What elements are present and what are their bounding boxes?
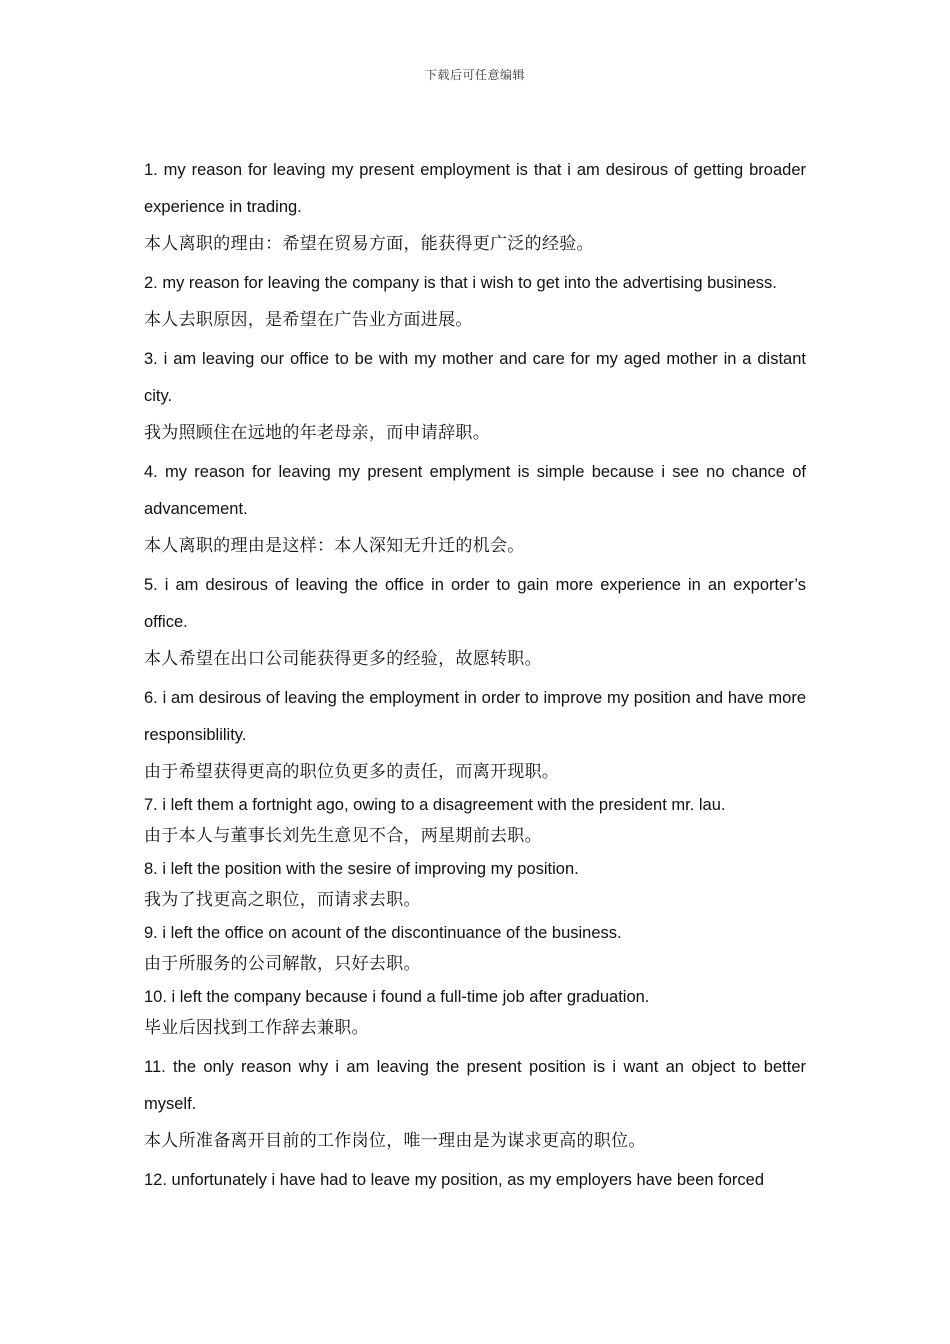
entry-5-chinese: 本人希望在出口公司能获得更多的经验，故愿转职。 — [144, 649, 542, 669]
entry-7-chinese: 由于本人与董事长刘先生意见不合，两星期前去职。 — [144, 826, 542, 846]
document-body — [144, 152, 806, 1199]
entry-7-english: 7. i left them a fortnight ago, owing to a disagreement with the president mr. lau. — [144, 796, 726, 814]
entry-1-chinese: 本人离职的理由：希望在贸易方面，能获得更广泛的经验。 — [144, 234, 594, 254]
entry-11-chinese: 本人所准备离开目前的工作岗位，唯一理由是为谋求更高的职位。 — [144, 1131, 646, 1151]
entry-2-english: 2. my reason for leaving the company is that i wish to get into the advertising business. — [144, 274, 777, 292]
entry-4-english: 4. my reason for leaving my present emplyment is simple because i see no chance of advancement. — [144, 463, 806, 518]
entry-2-chinese: 本人去职原因，是希望在广告业方面进展。 — [144, 310, 473, 330]
entry-3-chinese: 我为照顾住在远地的年老母亲，而申请辞职。 — [144, 423, 490, 443]
entry-10-english: 10. i left the company because i found a full-time job after graduation. — [144, 988, 650, 1006]
entry-8-chinese: 我为了找更高之职位，而请求去职。 — [144, 890, 421, 910]
entry-11-english: 11. the only reason why i am leaving the present position is i want an object to better myself. — [144, 1058, 806, 1113]
entry-3-english: 3. i am leaving our office to be with my mother and care for my aged mother in a distant city. — [144, 350, 806, 405]
entry-6-chinese: 由于希望获得更高的职位负更多的责任，而离开现职。 — [144, 762, 560, 782]
entry-9-chinese: 由于所服务的公司解散，只好去职。 — [144, 954, 421, 974]
entry-12-english: 12. unfortunately i have had to leave my position, as my employers have been forced — [144, 1171, 765, 1189]
entry-9-english: 9. i left the office on acount of the discontinuance of the business. — [144, 924, 622, 942]
entry-8-english: 8. i left the position with the sesire of improving my position. — [144, 860, 579, 878]
entry-10-chinese: 毕业后因找到工作辞去兼职。 — [144, 1018, 369, 1038]
page-header: 下载后可任意编辑 — [424, 68, 525, 82]
entry-6-english: 6. i am desirous of leaving the employment in order to improve my position and have more responsiblility. — [144, 689, 806, 744]
entry-4-chinese: 本人离职的理由是这样：本人深知无升迁的机会。 — [144, 536, 525, 556]
entry-1-english: 1. my reason for leaving my present employment is that i am desirous of getting broader experience in trading. — [144, 161, 806, 216]
entry-5-english: 5. i am desirous of leaving the office in order to gain more experience in an exporter’s office. — [144, 576, 806, 631]
